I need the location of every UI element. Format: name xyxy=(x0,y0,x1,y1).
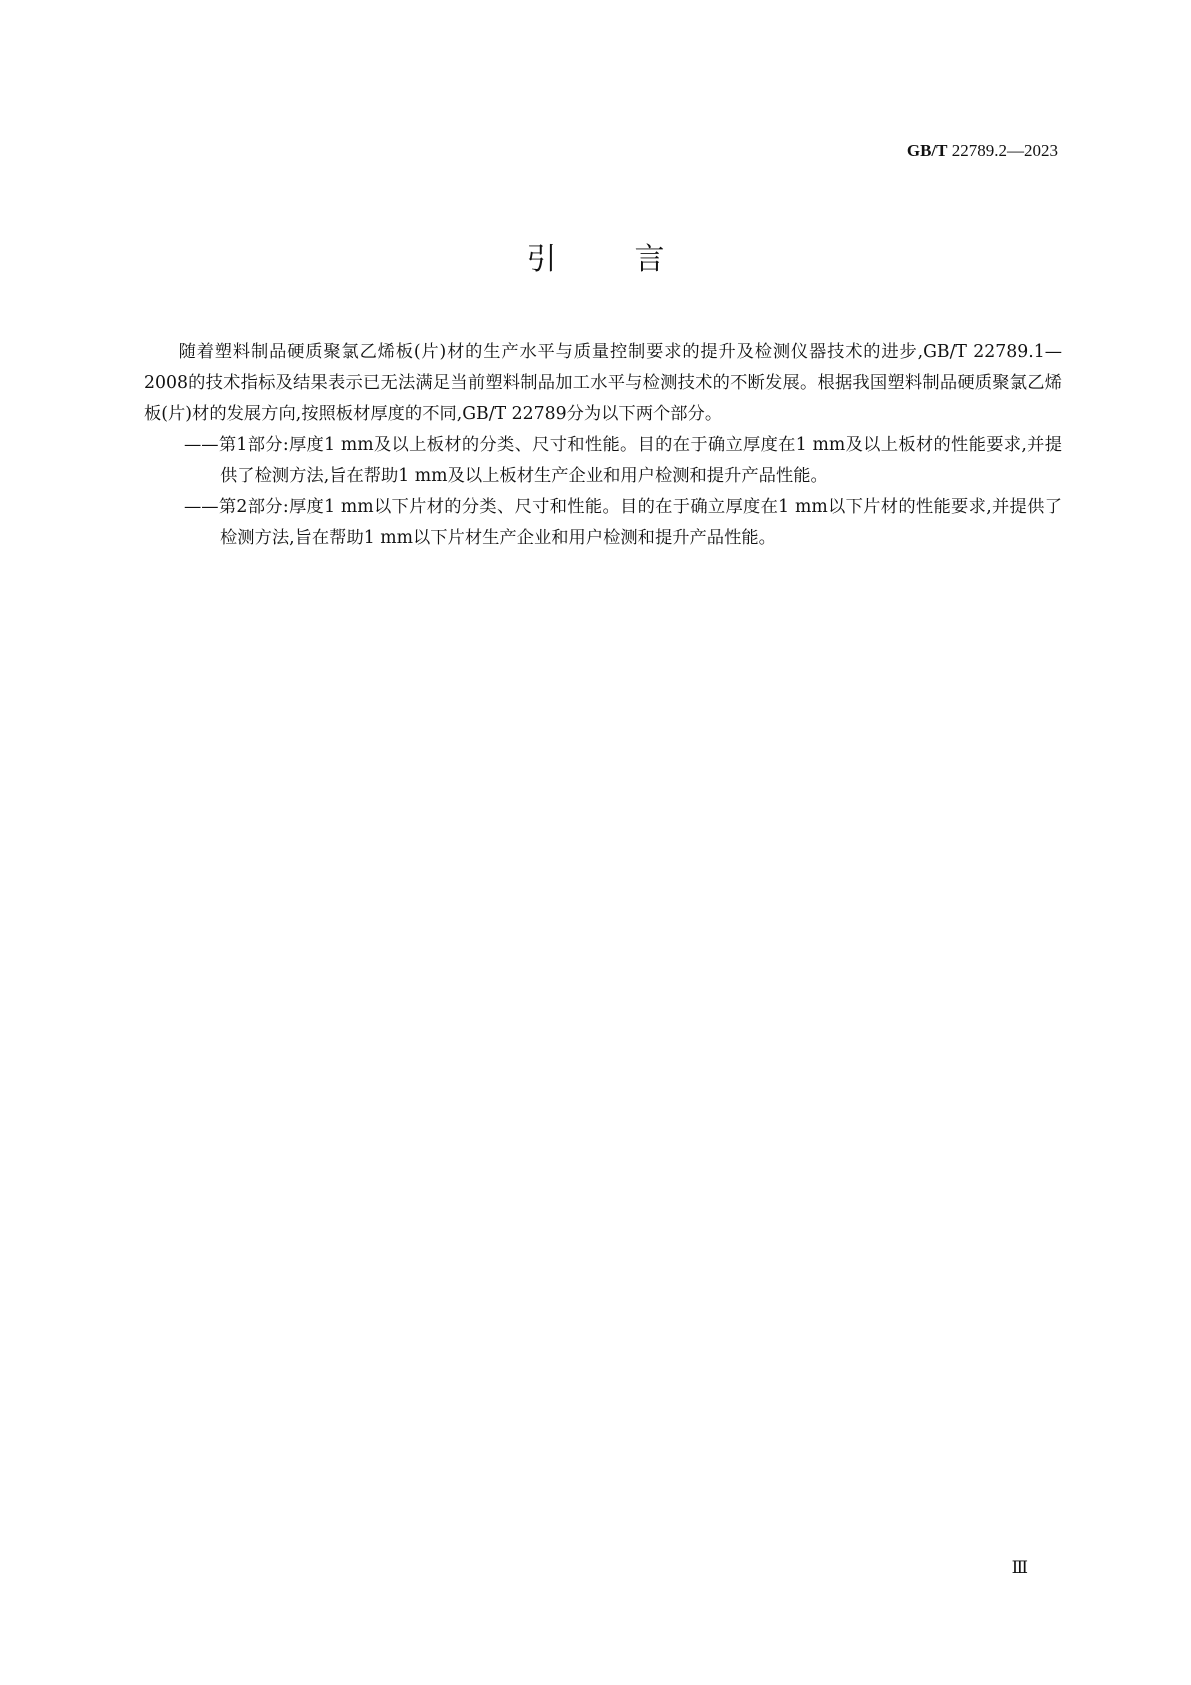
standard-code-header xyxy=(907,141,1058,161)
list-item-part-2: ——第2部分:厚度1 mm以下片材的分类、尺寸和性能。目的在于确立厚度在1 mm以下片材的性能要求,并提供了检测方法,旨在帮助1 mm以下片材生产企业和用户检测和提升产品性能。 xyxy=(184,497,1062,548)
document-body xyxy=(144,337,1062,554)
standard-code-number: 22789.2—2023 xyxy=(951,141,1058,160)
page-title: 引言 xyxy=(526,242,743,277)
intro-paragraph: 随着塑料制品硬质聚氯乙烯板(片)材的生产水平与质量控制要求的提升及检测仪器技术的进步,GB/T 22789.1—2008的技术指标及结果表示已无法满足当前塑料制品加工水平与检测技术的不断发展。根据我国塑料制品硬质聚氯乙烯板(片)材的发展方向,按照板材厚度的不同,GB/T 22789分为以下两个部分。 xyxy=(144,342,1062,424)
list-item-part-1: ——第1部分:厚度1 mm及以上板材的分类、尺寸和性能。目的在于确立厚度在1 mm及以上板材的性能要求,并提供了检测方法,旨在帮助1 mm及以上板材生产企业和用户检测和提升产品性能。 xyxy=(184,435,1062,486)
standard-code-prefix: GB/T xyxy=(906,141,948,160)
page-number: Ⅲ xyxy=(1011,1558,1028,1577)
